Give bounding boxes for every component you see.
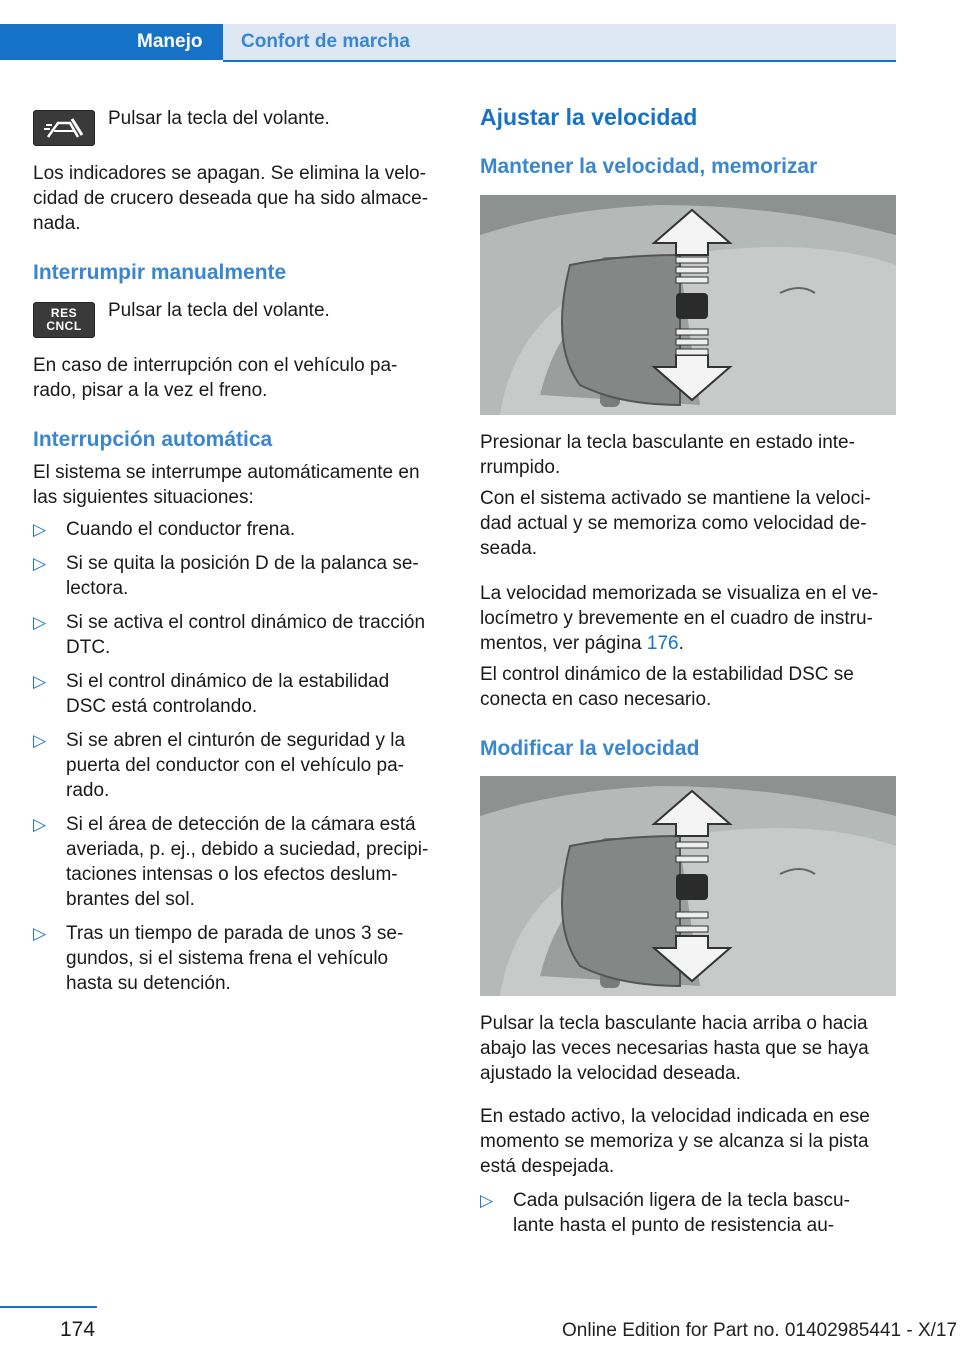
triangle-bullet-icon: ▷: [33, 672, 47, 691]
list-item: [33, 610, 453, 660]
subheading-modify-speed: Modificar la velocidad: [480, 737, 700, 760]
list-item: [480, 1188, 900, 1238]
bullet-line: puerta del conductor con el vehículo pa-: [66, 755, 404, 776]
paragraph-line: La velocidad memorizada se visualiza en el ve-: [480, 583, 879, 604]
triangle-bullet-icon: ▷: [33, 924, 47, 943]
cruise-control-key-icon: [33, 110, 95, 146]
paragraph-line: conecta en caso necesario.: [480, 689, 712, 710]
bullet-line: rado.: [66, 780, 110, 801]
triangle-bullet-icon: ▷: [480, 1191, 494, 1210]
list-item: [33, 669, 453, 719]
bullet-line: taciones intensas o los efectos deslum-: [66, 864, 398, 885]
paragraph-line: En estado activo, la velocidad indicada en ese: [480, 1106, 870, 1127]
triangle-bullet-icon: ▷: [33, 520, 47, 539]
triangle-bullet-icon: ▷: [33, 554, 47, 573]
paragraph-line: dad actual y se memoriza como velocidad de-: [480, 513, 867, 534]
section-tab[interactable]: Confort de marcha: [223, 24, 896, 60]
steering-wheel-rocker-illustration: [480, 776, 896, 996]
subheading-keep-speed: Mantener la velocidad, memorizar: [480, 155, 818, 178]
paragraph-line: rado, pisar a la vez el freno.: [33, 380, 268, 401]
res-icon-label: RES: [50, 306, 78, 320]
paragraph-line: En caso de interrupción con el vehículo pa-: [33, 355, 398, 376]
paragraph-line: nada.: [33, 213, 81, 234]
res-cncl-key-icon: [33, 302, 95, 338]
bullet-line: Cuando el conductor frena.: [66, 519, 296, 540]
paragraph-line: Con el sistema activado se mantiene la veloci-: [480, 488, 871, 509]
chapter-header: [0, 24, 896, 62]
steering-wheel-rocker-illustration: [480, 195, 896, 415]
bullet-line: DSC está controlando.: [66, 696, 258, 717]
paragraph-line: [480, 631, 900, 656]
paragraph-line: está despejada.: [480, 1156, 615, 1177]
cncl-icon-label: CNCL: [46, 319, 82, 333]
paragraph-line: Los indicadores se apagan. Se elimina la velo-: [33, 163, 426, 184]
text-run: .: [678, 633, 684, 654]
page-number: 174: [60, 1318, 96, 1341]
triangle-bullet-icon: ▷: [33, 815, 47, 834]
bullet-line: Si el control dinámico de la estabilidad: [66, 671, 390, 692]
paragraph-line: ajustado la velocidad deseada.: [480, 1063, 741, 1084]
bullet-list: [33, 517, 453, 1005]
chapter-tab[interactable]: Manejo: [0, 24, 223, 60]
edition-info: Online Edition for Part no. 01402985441 - X/17: [562, 1320, 958, 1341]
paragraph-line: cidad de crucero deseada que ha sido almace-: [33, 188, 429, 209]
text-run: mentos, ver página: [480, 633, 647, 654]
bullet-line: Tras un tiempo de parada de unos 3 se-: [66, 923, 404, 944]
triangle-bullet-icon: ▷: [33, 613, 47, 632]
bullet-line: Si el área de detección de la cámara está: [66, 814, 416, 835]
section-heading-auto: Interrupción automática: [33, 428, 273, 451]
bullet-line: DTC.: [66, 637, 111, 658]
paragraph-line: El sistema se interrumpe automáticamente en: [33, 462, 420, 483]
bullet-line: brantes del sol.: [66, 889, 195, 910]
list-item: [33, 728, 453, 803]
paragraph-line: Presionar la tecla basculante en estado inte-: [480, 432, 855, 453]
bullet-line: hasta su detención.: [66, 973, 231, 994]
instruction-text: Pulsar la tecla del volante.: [108, 108, 330, 129]
header-underline: [223, 60, 896, 62]
list-item: [33, 517, 453, 542]
triangle-bullet-icon: ▷: [33, 731, 47, 750]
paragraph-line: abajo las veces necesarias hasta que se haya: [480, 1038, 869, 1059]
section-heading-speed: Ajustar la velocidad: [480, 104, 698, 130]
paragraph-line: seada.: [480, 538, 538, 559]
paragraph-line: Pulsar la tecla basculante hacia arriba o hacia: [480, 1013, 868, 1034]
list-item: [33, 551, 453, 601]
list-item: [33, 812, 453, 912]
bullet-line: averiada, p. ej., debido a suciedad, precipi-: [66, 839, 429, 860]
paragraph-line: momento se memoriza y se alcanza si la pista: [480, 1131, 869, 1152]
instruction-text: Pulsar la tecla del volante.: [108, 300, 330, 321]
footer-rule: [0, 1306, 97, 1308]
paragraph-line: las siguientes situaciones:: [33, 487, 254, 508]
bullet-line: Si se abren el cinturón de seguridad y la: [66, 730, 406, 751]
page-reference-link[interactable]: 176: [646, 633, 679, 654]
list-item: [33, 921, 453, 996]
paragraph-line: El control dinámico de la estabilidad DSC se: [480, 664, 854, 685]
bullet-line: lectora.: [66, 578, 129, 599]
section-heading-manual: Interrumpir manualmente: [33, 261, 287, 284]
bullet-line: Cada pulsación ligera de la tecla bascu-: [513, 1190, 850, 1211]
bullet-line: lante hasta el punto de resistencia au-: [513, 1215, 835, 1236]
bullet-line: Si se activa el control dinámico de tracción: [66, 612, 426, 633]
bullet-line: gundos, si el sistema frena el vehículo: [66, 948, 389, 969]
paragraph-line: locímetro y brevemente en el cuadro de instru-: [480, 608, 873, 629]
bullet-line: Si se quita la posición D de la palanca se-: [66, 553, 419, 574]
paragraph-line: rrumpido.: [480, 457, 561, 478]
